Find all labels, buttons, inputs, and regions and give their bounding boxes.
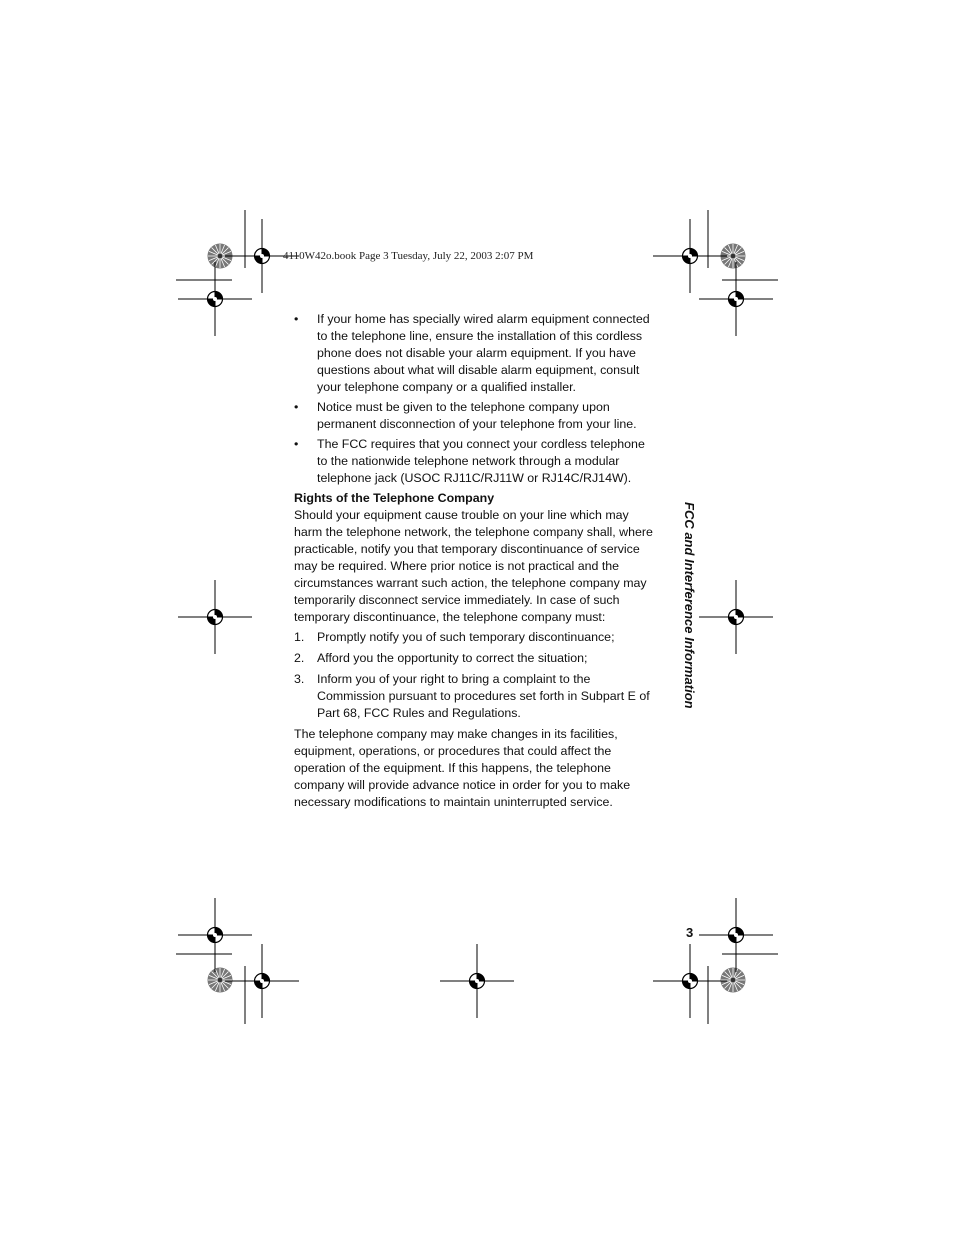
bullet-list (294, 311, 656, 487)
item-text: Afford you the opportunity to correct the situation; (317, 651, 588, 665)
bullet-text: Notice must be given to the telephone company upon permanent disconnection of your telephone from your line. (317, 400, 637, 431)
item-number: 1. (294, 630, 305, 644)
item-text: Promptly notify you of such temporary discontinuance; (317, 630, 615, 644)
numbered-item (294, 671, 656, 722)
bullet-item (294, 399, 656, 433)
bullet-text: The FCC requires that you connect your cordless telephone to the nationwide telephone network through a modular telephone jack (USOC RJ11C/RJ11W or RJ14C/RJ14W). (317, 437, 645, 485)
book-header-line: 4110W42o.book Page 3 Tuesday, July 22, 2003 2:07 PM (283, 250, 534, 262)
numbered-item (294, 629, 656, 646)
numbered-list (294, 629, 656, 722)
item-number: 2. (294, 651, 305, 665)
registration-mark-icon (178, 262, 252, 336)
bullet-item (294, 311, 656, 396)
bullet-item (294, 436, 656, 487)
numbered-item (294, 650, 656, 667)
registration-mark-icon (699, 262, 773, 336)
page-number: 3 (686, 925, 694, 940)
closing-paragraph: The telephone company may make changes in its facilities, equipment, operations, or procedures that could affect the operation of the equipment. If this happens, the telephone company will provide advance notice in order for you to make necessary modifications to maintain uninterrupted service. (294, 727, 631, 809)
registration-mark-icon (178, 580, 252, 654)
registration-mark-icon (699, 580, 773, 654)
section-paragraph: Should your equipment cause trouble on your line which may harm the telephone network, the telephone company shall, where practicable, notify you that temporary discontinuance of service may be required. Where prior notice is not practical and the circumstances warrant such action, the telephone company may temporarily disconnect service immediately. In case of such temporary discontinuance, the telephone company must: (294, 508, 653, 624)
registration-mark-icon (440, 944, 514, 1018)
bullet-marker: • (294, 312, 299, 326)
page-content (294, 311, 656, 811)
registration-mark-icon (178, 898, 252, 972)
side-section-title: FCC and Interference Information (682, 502, 697, 709)
section-heading: Rights of the Telephone Company (294, 491, 495, 505)
registration-mark-icon (699, 898, 773, 972)
registration-mark-icon (653, 944, 727, 1018)
item-text: Inform you of your right to bring a complaint to the Commission pursuant to procedures set forth in Subpart E of Part 68, FCC Rules and Regulations. (317, 672, 650, 720)
bullet-marker: • (294, 437, 299, 451)
item-number: 3. (294, 672, 305, 686)
color-target-icon (208, 968, 233, 993)
registration-mark-icon (653, 219, 727, 293)
color-target-icon (721, 968, 746, 993)
bullet-text: If your home has specially wired alarm equipment connected to the telephone line, ensure the installation of this cordless phone does not disable your alarm equipment. If you have questions about what will disable alarm equipment, consult your telephone company or a qualified installer. (317, 312, 650, 394)
registration-mark-icon (225, 944, 299, 1018)
bullet-marker: • (294, 400, 299, 414)
